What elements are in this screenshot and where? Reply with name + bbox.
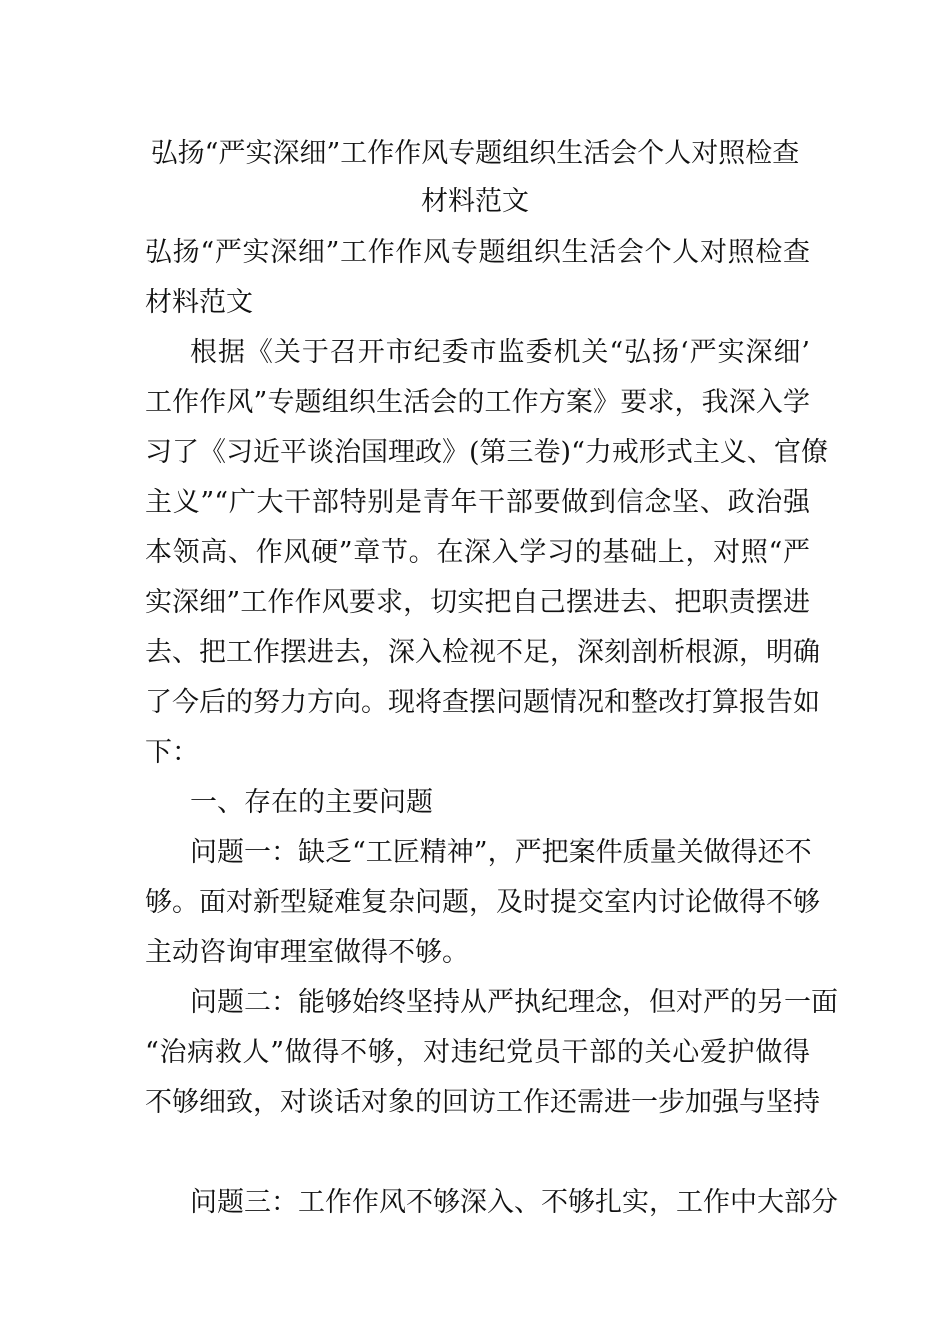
- section-heading: 一、存在的主要问题: [190, 787, 433, 818]
- body-line: 习了《习近平谈治国理政》(第三卷)“力戒形式主义、官僚: [145, 437, 828, 468]
- body-line: 不够细致，对谈话对象的回访工作还需进一步加强与坚持: [145, 1087, 820, 1118]
- paragraph-first-line: 问题一：缺乏“工匠精神”，严把案件质量关做得还不: [190, 837, 812, 868]
- body-line: 材料范文: [145, 287, 253, 318]
- body-line: 下：: [145, 737, 199, 768]
- body-line: “治病救人”做得不够，对违纪党员干部的关心爱护做得: [145, 1037, 810, 1068]
- paragraph-first-line: 问题三：工作作风不够深入、不够扎实，工作中大部分: [190, 1187, 838, 1218]
- paragraph-first-line: 根据《关于召开市纪委市监委机关“弘扬‘严实深细’: [190, 337, 810, 368]
- paragraph-first-line: 问题二：能够始终坚持从严执纪理念，但对严的另一面: [190, 987, 838, 1018]
- body-line: 去、把工作摆进去，深入检视不足，深刻剖析根源，明确: [145, 637, 820, 668]
- body-line: 主动咨询审理室做得不够。: [145, 937, 469, 968]
- document-title-line-2: 材料范文: [421, 186, 529, 217]
- body-line: 本领高、作风硬”章节。在深入学习的基础上，对照“严: [145, 537, 810, 568]
- body-line: 工作作风”专题组织生活会的工作方案》要求，我深入学: [145, 387, 810, 418]
- body-line: 主义”“广大干部特别是青年干部要做到信念坚、政治强: [145, 487, 810, 518]
- body-line: 实深细”工作作风要求，切实把自己摆进去、把职责摆进: [145, 587, 810, 618]
- body-line: 了今后的努力方向。现将查摆问题情况和整改打算报告如: [145, 687, 820, 718]
- body-line: 够。面对新型疑难复杂问题，及时提交室内讨论做得不够: [145, 887, 820, 918]
- document-title-line-1: 弘扬“严实深细”工作作风专题组织生活会个人对照检查: [150, 138, 800, 169]
- body-line: 弘扬“严实深细”工作作风专题组织生活会个人对照检查: [145, 237, 810, 268]
